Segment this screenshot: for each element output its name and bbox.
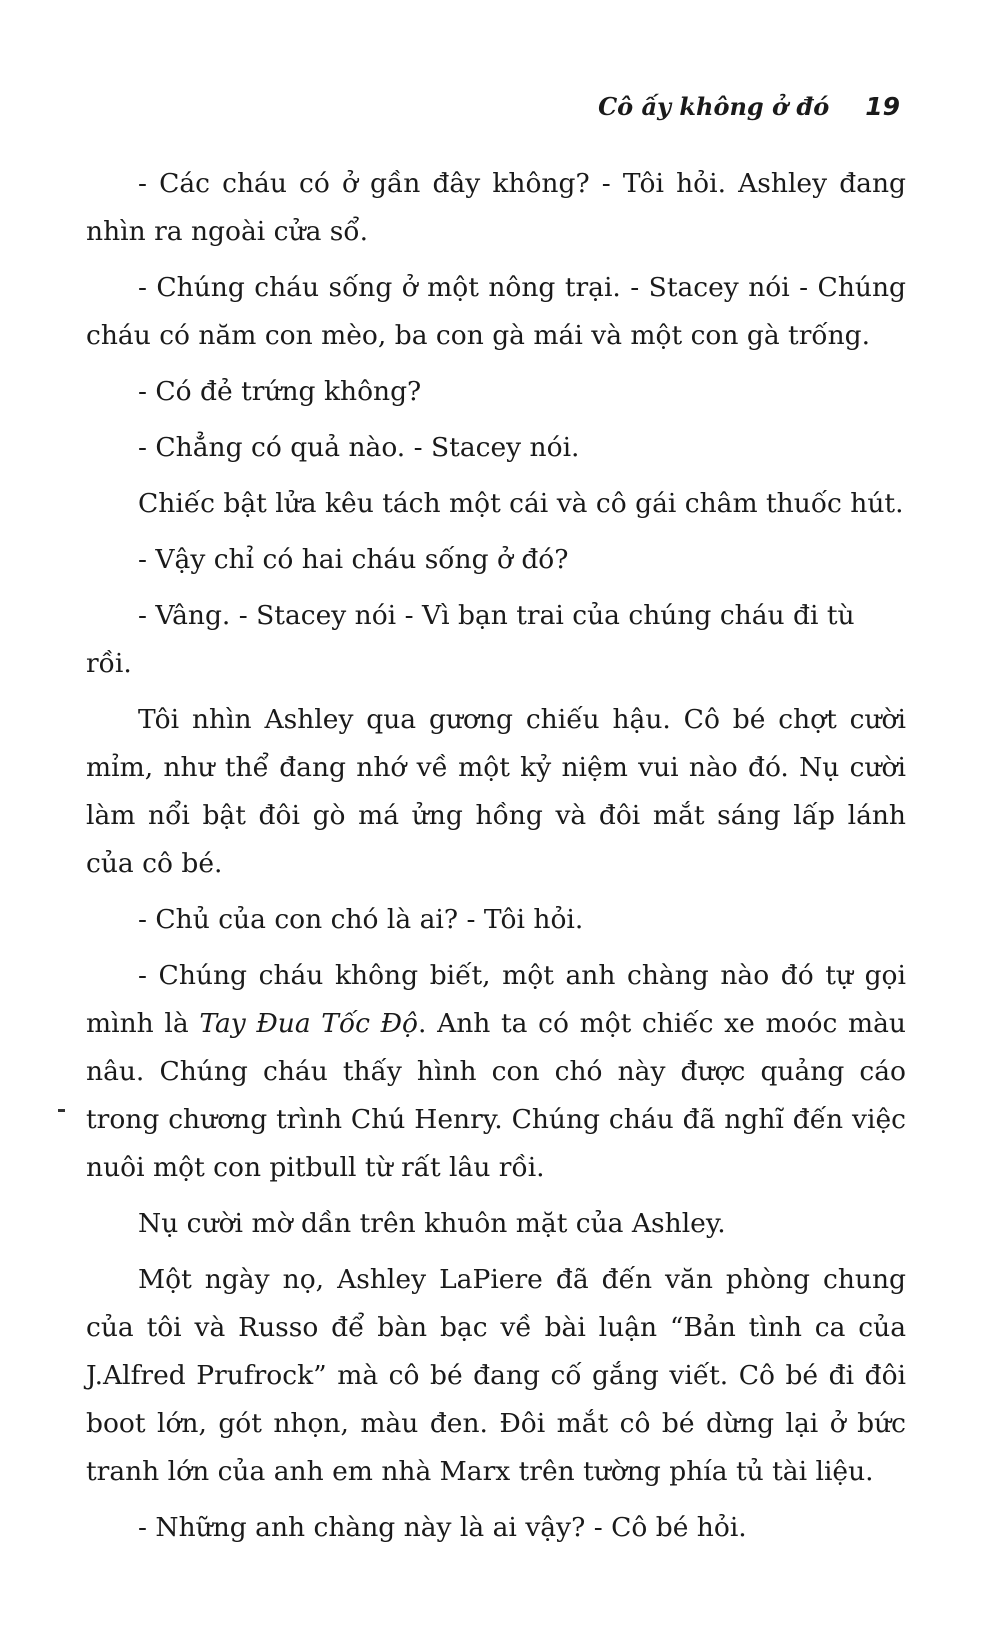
running-title: Cô ấy không ở đó <box>598 92 830 121</box>
running-header <box>598 92 900 121</box>
paragraph: - Chẳng có quả nào. - Stacey nói. <box>138 432 580 463</box>
body-text <box>86 160 906 1560</box>
paragraph: Nụ cười mờ dần trên khuôn mặt của Ashley. <box>138 1208 726 1239</box>
paragraph <box>86 952 906 1192</box>
paragraph: - Vâng. - Stacey nói - Vì bạn trai của chúng cháu đi tù rồi. <box>86 600 855 679</box>
paragraph: - Vậy chỉ có hai cháu sống ở đó? <box>138 544 569 575</box>
paragraph: - Có đẻ trứng không? <box>138 376 422 407</box>
paragraph-text: - Chúng cháu không biết, một anh chàng nào đó tự gọi mình là <box>86 960 906 1039</box>
paragraph: - Chúng cháu sống ở một nông trại. - Stacey nói - Chúng cháu có năm con mèo, ba con gà mái và một con gà trống. <box>86 272 906 351</box>
paragraph: - Chủ của con chó là ai? - Tôi hỏi. <box>138 904 584 935</box>
paragraph: - Các cháu có ở gần đây không? - Tôi hỏi. Ashley đang nhìn ra ngoài cửa sổ. <box>86 168 906 247</box>
paragraph: Chiếc bật lửa kêu tách một cái và cô gái châm thuốc hút. <box>138 488 904 519</box>
page-number: 19 <box>865 92 900 121</box>
paragraph: - Những anh chàng này là ai vậy? - Cô bé hỏi. <box>138 1512 747 1543</box>
paragraph: Một ngày nọ, Ashley LaPiere đã đến văn phòng chung của tôi và Russo để bàn bạc về bài luận “Bản tình ca của J.Alfred Prufrock” mà cô bé đang cố gắng viết. Cô bé đi đôi boot lớn, gót nhọn, màu đen. Đôi mắt cô bé dừng lại ở bức tranh lớn của anh em nhà Marx trên tường phía tủ tài liệu. <box>86 1264 906 1487</box>
paragraph: Tôi nhìn Ashley qua gương chiếu hậu. Cô bé chợt cười mỉm, như thể đang nhớ về một kỷ niệm vui nào đó. Nụ cười làm nổi bật đôi gò má ửng hồng và đôi mắt sáng lấp lánh của cô bé. <box>86 704 906 879</box>
margin-mark <box>58 1109 65 1112</box>
paragraph-text: . Anh ta có một chiếc xe moóc màu nâu. Chúng cháu thấy hình con chó này được quảng cáo trong chương trình Chú Henry. Chúng cháu đã nghĩ đến việc nuôi một con pitbull từ rất lâu rồi. <box>86 1008 906 1183</box>
italic-name: Tay Đua Tốc Độ <box>199 1008 419 1039</box>
